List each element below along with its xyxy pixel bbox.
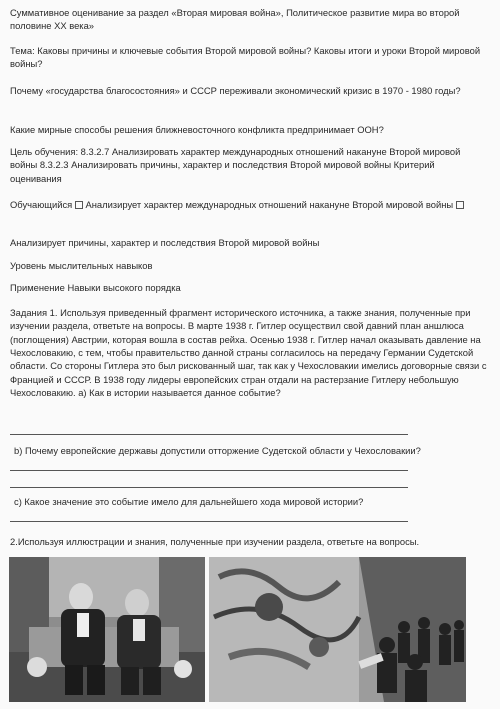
assessment-criterion-1 — [10, 198, 488, 211]
learning-goals: Цель обучения: 8.3.2.7 Анализировать характер международных отношений накануне Второй мировой войны 8.3.2.3 Анализировать причины, характер и последствия Второй мировой войны Критерий оценивания — [10, 146, 461, 184]
question-middle-east: Какие мирные способы решения ближневосточного конфликта предпринимает ООН? — [10, 124, 384, 135]
worksheet-header: Суммативное оценивание за раздел «Вторая мировая война», Политическое развитие мира во второй половине ХХ века» — [10, 7, 460, 32]
answer-line-b1[interactable] — [10, 470, 408, 471]
photo-leaders-meeting — [9, 557, 205, 702]
answer-line-c[interactable] — [10, 521, 408, 522]
question-b: b) Почему европейские державы допустили отторжение Судетской области у Чехословакии? — [14, 445, 421, 456]
topic-line: Тема: Каковы причины и ключевые события Второй мировой войны? Каковы итоги и уроки Второй мировой войны? — [10, 45, 481, 70]
task-1-text: Задания 1. Используя приведенный фрагмент исторического источника, а также знания, полученные при изучении раздела, ответьте на вопросы. В марте 1938 г. Гитлер осуществил свой давний план аншлюса (поглощения) Австрии, которая вошла в состав рейха. Осенью 1938 г. Гитлер начал оказывать давление на Чехословакию, с тем, чтобы правительство данной страны согласилось на передачу Германии Судетской области. Со стороны Гитлера это был рискованный шаг, так как у Чехословакии имелись договорные связи с Францией и СССР. В 1938 году лидеры европейских стран отдали на растерзание Гитлеру небольшую Чехословакию. а) Как в истории называется данное событие? — [10, 307, 487, 399]
question-c: c) Какое значение это событие имело для дальнейшего хода мировой истории? — [14, 496, 364, 507]
skills-level: Применение Навыки высокого порядка — [10, 282, 181, 293]
question-welfare-crisis: Почему «государства благосостояния» и СССР переживали экономический кризис в 1970 - 1980 годы? — [10, 85, 461, 96]
assessment-criterion-2: Анализирует причины, характер и последствия Второй мировой войны — [10, 237, 320, 248]
checkbox-icon — [456, 201, 464, 209]
checkbox-icon — [75, 201, 83, 209]
answer-line-a[interactable] — [10, 434, 408, 435]
thinking-level-heading: Уровень мыслительных навыков — [10, 260, 153, 271]
answer-line-b2[interactable] — [10, 487, 408, 488]
photo-wall-crowd — [209, 557, 466, 702]
task-2-text: 2.Используя иллюстрации и знания, полученные при изучении раздела, ответьте на вопросы. — [10, 536, 420, 547]
criterion-1-text: Анализирует характер международных отношений накануне Второй мировой войны — [85, 199, 454, 210]
criterion-1-lead: Обучающийся — [10, 199, 73, 210]
